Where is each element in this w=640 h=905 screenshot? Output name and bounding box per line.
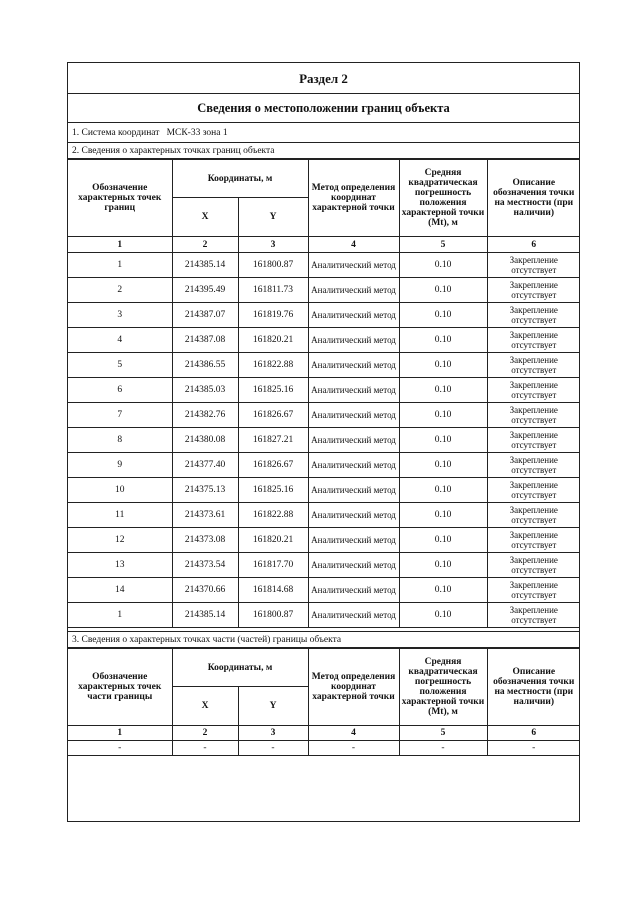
- cell-x: 214375.13: [172, 478, 238, 503]
- cell-error: 0.10: [399, 403, 487, 428]
- cell-error: 0.10: [399, 578, 487, 603]
- col-number: 5: [399, 237, 487, 253]
- header-description: Описание обозначения точки на местности (при наличии): [487, 649, 580, 726]
- cell-error: 0.10: [399, 453, 487, 478]
- cell-x: 214395.49: [172, 278, 238, 303]
- table-row: [68, 278, 580, 303]
- cell-y: 161826.67: [238, 403, 308, 428]
- cell-point-id: 6: [68, 378, 172, 403]
- cell-description: Закрепление отсутствует: [487, 303, 580, 328]
- cell-dash: -: [172, 741, 238, 756]
- table-row: [68, 741, 580, 756]
- cell-error: 0.10: [399, 503, 487, 528]
- col-number: 6: [487, 726, 580, 741]
- cell-point-id: 4: [68, 328, 172, 353]
- cell-point-id: 2: [68, 278, 172, 303]
- cell-method: Аналитический метод: [308, 403, 399, 428]
- section-title: Раздел 2: [68, 63, 579, 94]
- cell-error: 0.10: [399, 478, 487, 503]
- cell-y: 161822.88: [238, 503, 308, 528]
- cell-y: 161800.87: [238, 253, 308, 278]
- header-coords: Координаты, м: [172, 649, 308, 687]
- header-coords: Координаты, м: [172, 160, 308, 198]
- cell-y: 161827.21: [238, 428, 308, 453]
- cell-error: 0.10: [399, 553, 487, 578]
- cell-description: Закрепление отсутствует: [487, 403, 580, 428]
- cell-point-id: 8: [68, 428, 172, 453]
- cell-method: Аналитический метод: [308, 278, 399, 303]
- cell-dash: -: [238, 741, 308, 756]
- cell-x: 214373.61: [172, 503, 238, 528]
- cell-description: Закрепление отсутствует: [487, 378, 580, 403]
- cell-point-id: 1: [68, 603, 172, 628]
- table-row: [68, 253, 580, 278]
- cell-x: 214373.54: [172, 553, 238, 578]
- cell-method: Аналитический метод: [308, 503, 399, 528]
- cell-error: 0.10: [399, 603, 487, 628]
- cell-error: 0.10: [399, 378, 487, 403]
- header-method: Метод определения координат характерной точки: [308, 649, 399, 726]
- cell-point-id: 10: [68, 478, 172, 503]
- cell-y: 161826.67: [238, 453, 308, 478]
- cell-error: 0.10: [399, 278, 487, 303]
- header-error: Средняя квадратическая погрешность положения характерной точки (Mt), м: [399, 649, 487, 726]
- section2-label: 2. Сведения о характерных точках границ объекта: [68, 143, 579, 159]
- cell-description: Закрепление отсутствует: [487, 478, 580, 503]
- table-row: [68, 603, 580, 628]
- table-row: [68, 328, 580, 353]
- cell-method: Аналитический метод: [308, 553, 399, 578]
- cell-method: Аналитический метод: [308, 528, 399, 553]
- cell-error: 0.10: [399, 428, 487, 453]
- cell-method: Аналитический метод: [308, 328, 399, 353]
- header-designation: Обозначение характерных точек части границы: [68, 649, 172, 726]
- cell-point-id: 14: [68, 578, 172, 603]
- cell-method: Аналитический метод: [308, 453, 399, 478]
- cell-error: 0.10: [399, 528, 487, 553]
- cell-description: Закрепление отсутствует: [487, 278, 580, 303]
- table-row: [68, 528, 580, 553]
- cell-y: 161819.76: [238, 303, 308, 328]
- cell-y: 161820.21: [238, 328, 308, 353]
- table-row: [68, 453, 580, 478]
- header-x: X: [172, 687, 238, 726]
- table-row: [68, 303, 580, 328]
- coord-system-line: [68, 123, 579, 143]
- table-row: [68, 378, 580, 403]
- col-number: 6: [487, 237, 580, 253]
- cell-point-id: 12: [68, 528, 172, 553]
- cell-description: Закрепление отсутствует: [487, 428, 580, 453]
- cell-point-id: 9: [68, 453, 172, 478]
- table-row: [68, 478, 580, 503]
- cell-description: Закрепление отсутствует: [487, 253, 580, 278]
- cell-error: 0.10: [399, 253, 487, 278]
- section3-label: 3. Сведения о характерных точках части (частей) границы объекта: [68, 631, 579, 648]
- cell-error: 0.10: [399, 353, 487, 378]
- cell-description: Закрепление отсутствует: [487, 353, 580, 378]
- section-subtitle: Сведения о местоположении границ объекта: [68, 94, 579, 123]
- cell-method: Аналитический метод: [308, 253, 399, 278]
- cell-x: 214385.14: [172, 253, 238, 278]
- document-frame: [67, 62, 580, 822]
- coord-system-value: МСК-33 зона 1: [166, 128, 228, 138]
- col-number: 2: [172, 726, 238, 741]
- header-y: Y: [238, 198, 308, 237]
- cell-x: 214385.03: [172, 378, 238, 403]
- header-error: Средняя квадратическая погрешность положения характерной точки (Mt), м: [399, 160, 487, 237]
- cell-x: 214373.08: [172, 528, 238, 553]
- part-boundary-points-table: [68, 648, 580, 756]
- cell-y: 161817.70: [238, 553, 308, 578]
- cell-point-id: 11: [68, 503, 172, 528]
- col-number: 4: [308, 237, 399, 253]
- cell-y: 161800.87: [238, 603, 308, 628]
- cell-description: Закрепление отсутствует: [487, 553, 580, 578]
- cell-dash: -: [68, 741, 172, 756]
- cell-method: Аналитический метод: [308, 353, 399, 378]
- header-description: Описание обозначения точки на местности (при наличии): [487, 160, 580, 237]
- table-row: [68, 403, 580, 428]
- cell-error: 0.10: [399, 328, 487, 353]
- cell-method: Аналитический метод: [308, 428, 399, 453]
- header-y: Y: [238, 687, 308, 726]
- cell-point-id: 5: [68, 353, 172, 378]
- cell-x: 214377.40: [172, 453, 238, 478]
- cell-dash: -: [487, 741, 580, 756]
- cell-method: Аналитический метод: [308, 578, 399, 603]
- cell-method: Аналитический метод: [308, 478, 399, 503]
- cell-description: Закрепление отсутствует: [487, 578, 580, 603]
- col-number: 4: [308, 726, 399, 741]
- header-method: Метод определения координат характерной точки: [308, 160, 399, 237]
- cell-y: 161822.88: [238, 353, 308, 378]
- table-row: [68, 503, 580, 528]
- cell-description: Закрепление отсутствует: [487, 528, 580, 553]
- cell-y: 161820.21: [238, 528, 308, 553]
- header-designation: Обозначение характерных точек границ: [68, 160, 172, 237]
- cell-y: 161811.73: [238, 278, 308, 303]
- col-number: 3: [238, 726, 308, 741]
- cell-method: Аналитический метод: [308, 603, 399, 628]
- table-row: [68, 428, 580, 453]
- cell-dash: -: [399, 741, 487, 756]
- cell-description: Закрепление отсутствует: [487, 328, 580, 353]
- cell-point-id: 1: [68, 253, 172, 278]
- cell-dash: -: [308, 741, 399, 756]
- boundary-points-table: [68, 159, 580, 628]
- col-number: 2: [172, 237, 238, 253]
- table-row: [68, 553, 580, 578]
- cell-method: Аналитический метод: [308, 303, 399, 328]
- cell-x: 214370.66: [172, 578, 238, 603]
- col-number: 3: [238, 237, 308, 253]
- cell-description: Закрепление отсутствует: [487, 453, 580, 478]
- cell-description: Закрепление отсутствует: [487, 503, 580, 528]
- col-number: 5: [399, 726, 487, 741]
- cell-x: 214380.08: [172, 428, 238, 453]
- cell-y: 161825.16: [238, 478, 308, 503]
- cell-x: 214387.07: [172, 303, 238, 328]
- cell-point-id: 3: [68, 303, 172, 328]
- cell-x: 214386.55: [172, 353, 238, 378]
- table-row: [68, 578, 580, 603]
- cell-method: Аналитический метод: [308, 378, 399, 403]
- cell-description: Закрепление отсутствует: [487, 603, 580, 628]
- table-row: [68, 353, 580, 378]
- header-x: X: [172, 198, 238, 237]
- col-number: 1: [68, 237, 172, 253]
- cell-x: 214387.08: [172, 328, 238, 353]
- cell-x: 214382.76: [172, 403, 238, 428]
- cell-y: 161814.68: [238, 578, 308, 603]
- cell-y: 161825.16: [238, 378, 308, 403]
- cell-error: 0.10: [399, 303, 487, 328]
- cell-point-id: 7: [68, 403, 172, 428]
- cell-x: 214385.14: [172, 603, 238, 628]
- cell-point-id: 13: [68, 553, 172, 578]
- coord-system-label: 1. Система координат: [72, 128, 160, 138]
- col-number: 1: [68, 726, 172, 741]
